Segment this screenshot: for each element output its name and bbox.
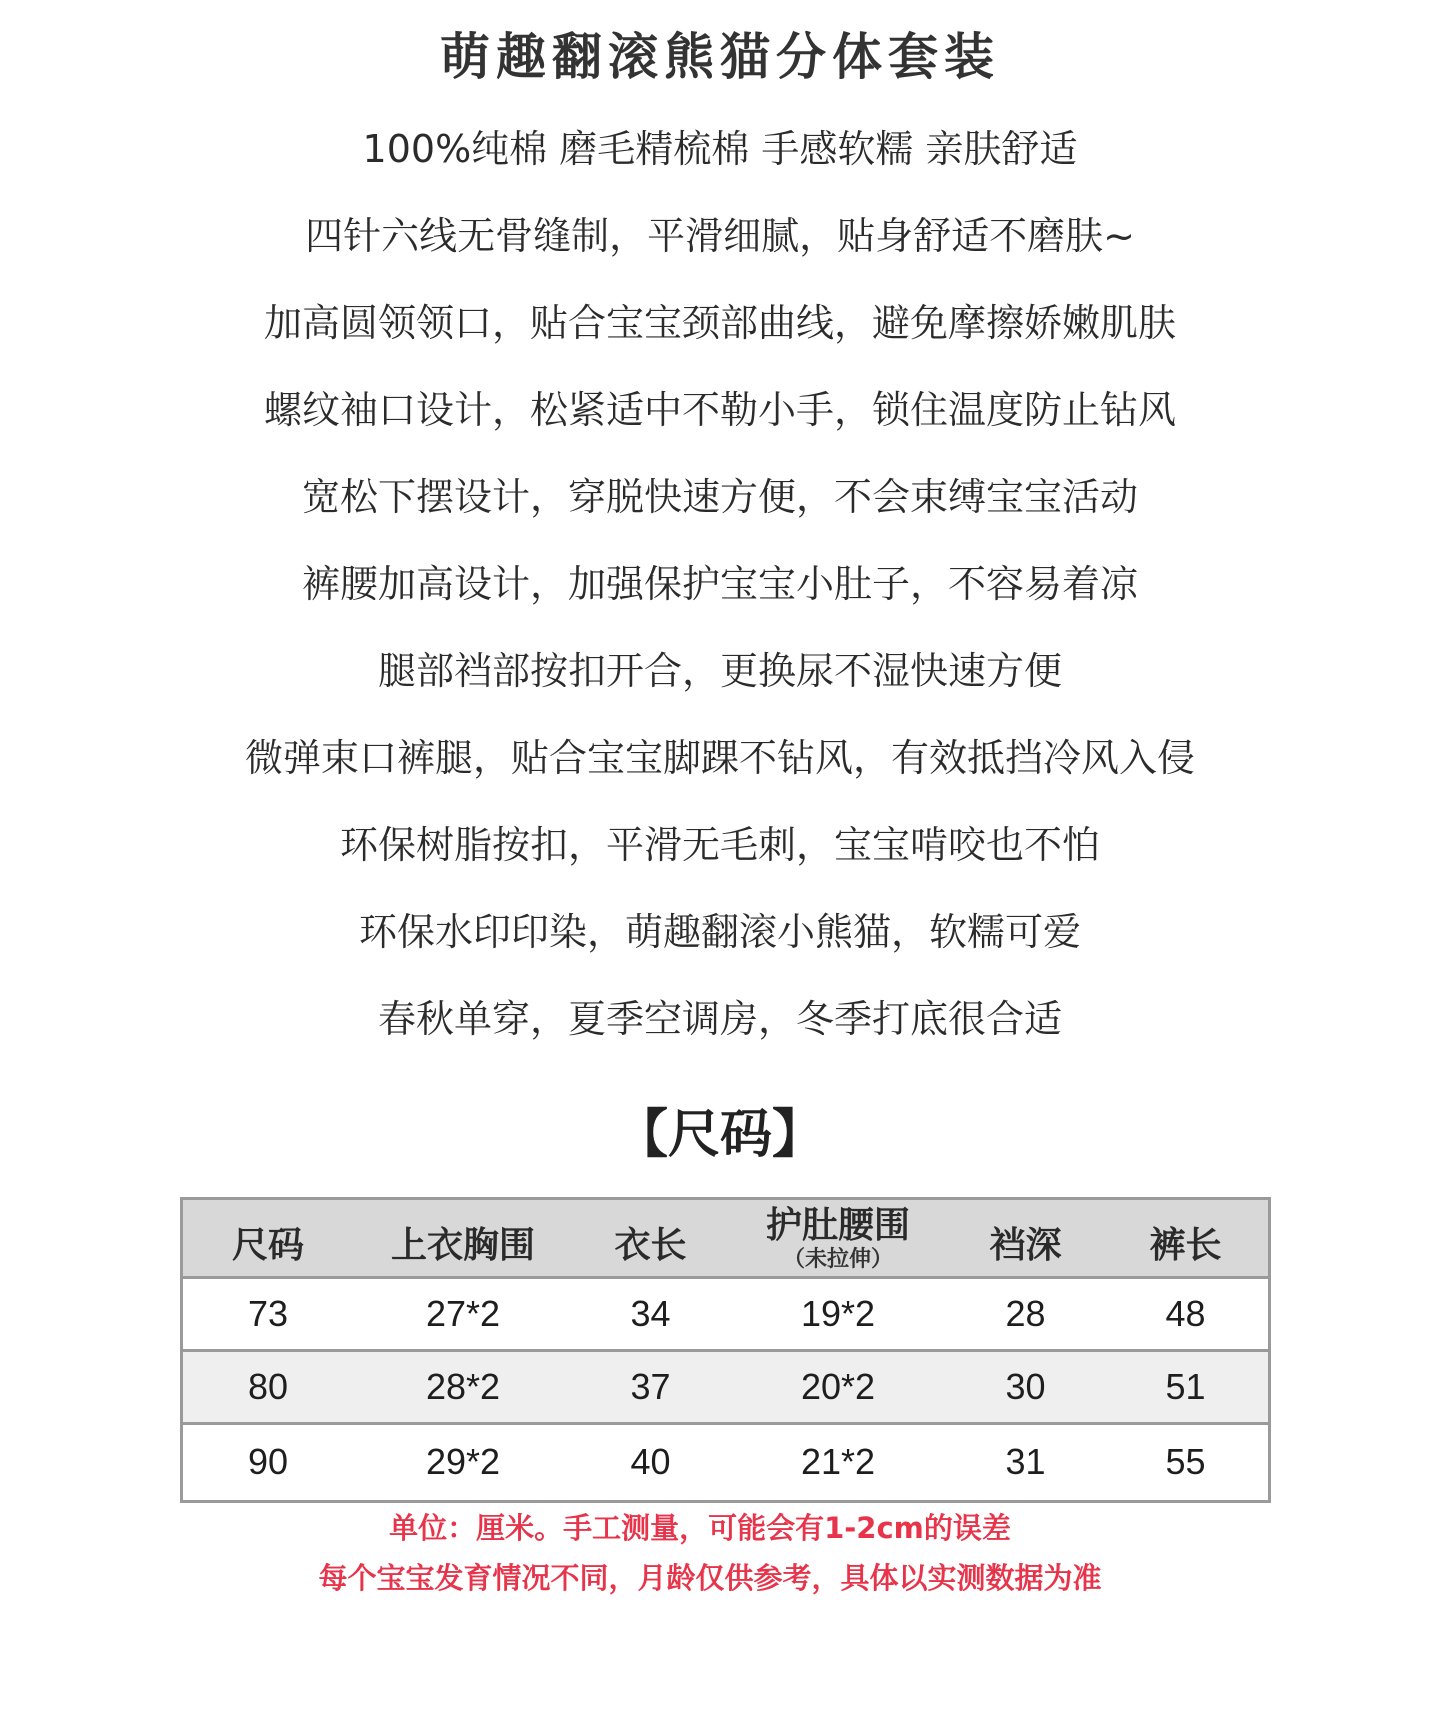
table-row [183,1352,1268,1425]
table-header-row [183,1200,1268,1279]
header-size: 尺码 [231,1224,304,1266]
cell-pants-length: 51 [1165,1366,1206,1407]
cell-size: 73 [247,1293,289,1334]
cell-top-length: 37 [630,1366,671,1407]
age-reference-note: 每个宝宝发育情况不同，月龄仅供参考，具体以实测数据为准 [318,1561,1102,1595]
feature-list [0,106,1440,1063]
cell-pants-length: 48 [1165,1293,1206,1334]
feature-line: 螺纹袖口设计，松紧适中不勒小手，锁住温度防止钻风 [263,388,1176,432]
cell-chest: 29*2 [425,1440,501,1482]
cell-rise: 31 [1005,1440,1046,1482]
header-waist-label: 护肚腰围 [765,1205,910,1246]
feature-line: 100%纯棉 磨毛精梳棉 手感软糯 亲肤舒适 [362,127,1078,171]
feature-line: 腿部裆部按扣开合，更换尿不湿快速方便 [377,649,1062,693]
cell-chest: 27*2 [425,1293,501,1334]
feature-line: 裤腰加高设计，加强保护宝宝小肚子，不容易着凉 [301,562,1138,606]
feature-line: 春秋单穿，夏季空调房，冬季打底很合适 [377,997,1062,1041]
cell-size: 80 [247,1366,289,1407]
header-top-length: 衣长 [614,1224,687,1266]
cell-pants-length: 55 [1165,1440,1206,1482]
feature-line: 微弹束口裤腿，贴合宝宝脚踝不钻风，有效抵挡冷风入侵 [244,736,1195,780]
measurement-note: 单位：厘米。手工测量，可能会有1-2cm的误差 [389,1511,1011,1545]
header-pants-length: 裤长 [1149,1224,1222,1266]
cell-top-length: 40 [630,1440,671,1482]
header-chest: 上衣胸围 [390,1224,535,1266]
feature-line: 环保树脂按扣，平滑无毛刺，宝宝啃咬也不怕 [339,823,1100,867]
table-row [183,1279,1268,1352]
size-heading: 【尺码】 [615,1105,824,1165]
table-row [183,1425,1268,1498]
feature-line: 环保水印印染，萌趣翻滚小熊猫，软糯可爱 [358,910,1081,954]
cell-rise: 30 [1005,1366,1046,1407]
cell-waist: 20*2 [800,1366,876,1407]
feature-line: 加高圆领领口，贴合宝宝颈部曲线，避免摩擦娇嫩肌肤 [263,301,1176,345]
header-waist [728,1200,948,1276]
cell-top-length: 34 [630,1293,671,1334]
cell-size: 90 [247,1440,289,1482]
header-waist-note: （未拉伸） [782,1247,893,1272]
cell-waist: 19*2 [800,1293,876,1334]
header-rise: 裆深 [989,1224,1062,1266]
feature-line: 宽松下摆设计，穿脱快速方便，不会束缚宝宝活动 [301,475,1138,519]
cell-waist: 21*2 [800,1440,876,1482]
feature-line: 四针六线无骨缝制，平滑细腻，贴身舒适不磨肤~ [305,214,1135,258]
size-table [180,1197,1271,1503]
product-title: 萌趣翻滚熊猫分体套装 [440,28,1000,86]
cell-rise: 28 [1005,1293,1046,1334]
cell-chest: 28*2 [425,1366,501,1407]
